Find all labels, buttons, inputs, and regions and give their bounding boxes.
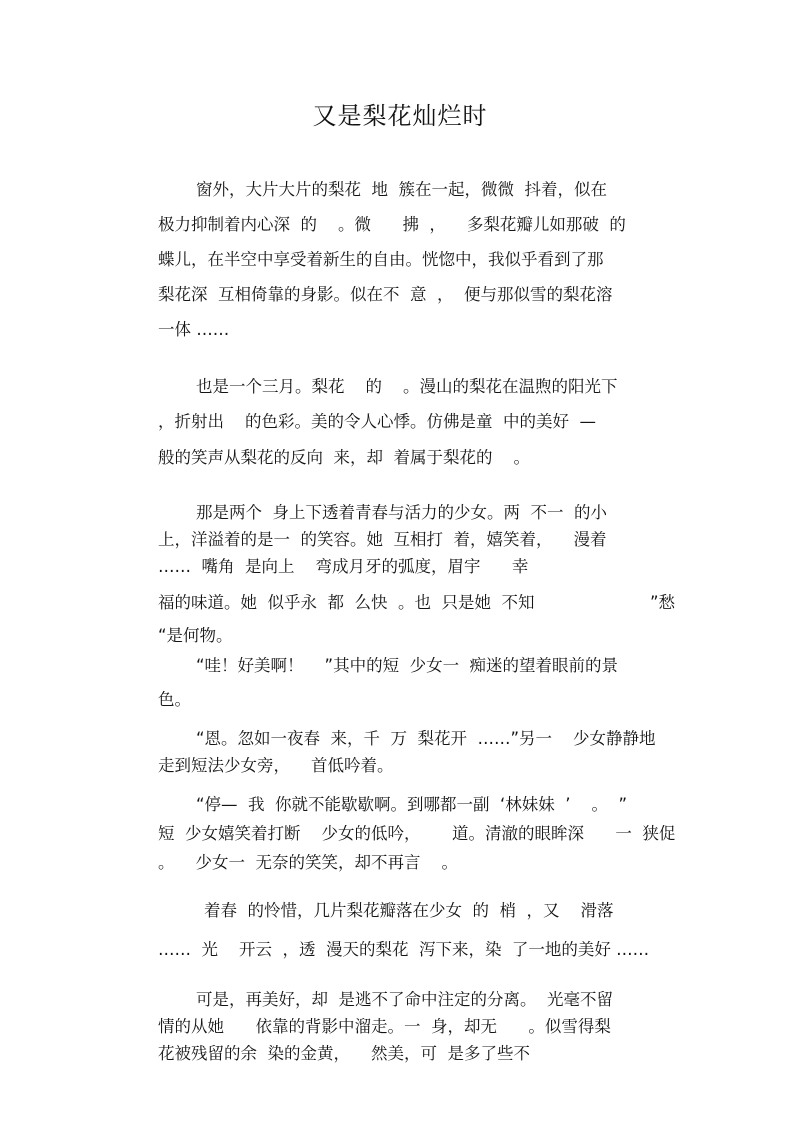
text-line: 也是一个三月。梨花 的 。漫山的梨花在温煦的阳光下 <box>196 377 618 396</box>
text-line: 梨花深 互相倚靠的身影。似在不 意 ， 便与那似雪的梨花溶 <box>158 285 613 304</box>
text-line: 极力抑制着内心深 的 。微 拂 ， 多梨花瓣儿如那破 的 <box>158 215 626 234</box>
text-line: 那是两个 身上下透着青春与活力的少女。两 不一 的小 <box>196 503 607 522</box>
text-line: “恩。忽如一夜春 来，千 万 梨花开 ……”另一 少女静静地 <box>196 729 656 748</box>
text-line: 色。 <box>158 690 191 709</box>
text-line: “停— 我 你就不能歇歇啊。到哪都一副 ‘林妹妹 ’ 。 ” <box>196 795 628 814</box>
text-line: 上，洋溢着的是一 的笑容。她 互相打 着，嬉笑着， 漫着 <box>158 530 607 549</box>
text-line: 短 少女嬉笑着打断 少女的低吟， 道。清澈的眼眸深 一 狭促 <box>158 824 676 843</box>
text-line: ”愁 <box>650 593 676 612</box>
text-line: 。 少女一 无奈的笑笑，却不再言 。 <box>158 853 458 872</box>
text-line: 福的味道。她 似乎永 都 么快 。也 只是她 不知 <box>158 593 535 612</box>
text-line: 窗外，大片大片的梨花 地 簇在一起，微微 抖着，似在 <box>196 180 607 199</box>
text-line: 着春 的怜惜，几片梨花瓣落在少女 的 梢 ，又 滑落 <box>204 901 614 920</box>
text-line: “哇！好美啊！ ”其中的短 少女一 痴迷的望着眼前的景 <box>196 656 619 675</box>
text-line: ，折射出 的色彩。美的令人心悸。仿佛是童 中的美好 — <box>158 412 596 431</box>
text-line: 走到短法少女旁， 首低吟着。 <box>158 756 394 775</box>
text-line: 可是，再美好，却 是逃不了命中注定的分离。 光毫不留 <box>196 990 613 1009</box>
text-line: 蝶儿，在半空中享受着新生的自由。恍惚中，我似乎看到了那 <box>158 250 604 269</box>
text-line: 花被残留的余 染的金黄， 然美，可 是多了些不 <box>158 1044 530 1063</box>
text-line: “是何物。 <box>158 626 233 645</box>
text-line: …… 光 开云 ，透 漫天的梨花 泻下来，染 了一地的美好 …… <box>158 940 650 959</box>
text-line: 一体 …… <box>158 320 230 339</box>
text-line: …… 嘴角 是向上 弯成月牙的弧度，眉宇 幸 <box>158 557 529 576</box>
text-line: 情的从她 依靠的背影中溜走。一 身，却无 。似雪得梨 <box>158 1017 611 1036</box>
text-line: 般的笑声从梨花的反向 来，却 着属于梨花的 。 <box>158 448 530 467</box>
document-title: 又是梨花灿烂时 <box>312 102 488 130</box>
